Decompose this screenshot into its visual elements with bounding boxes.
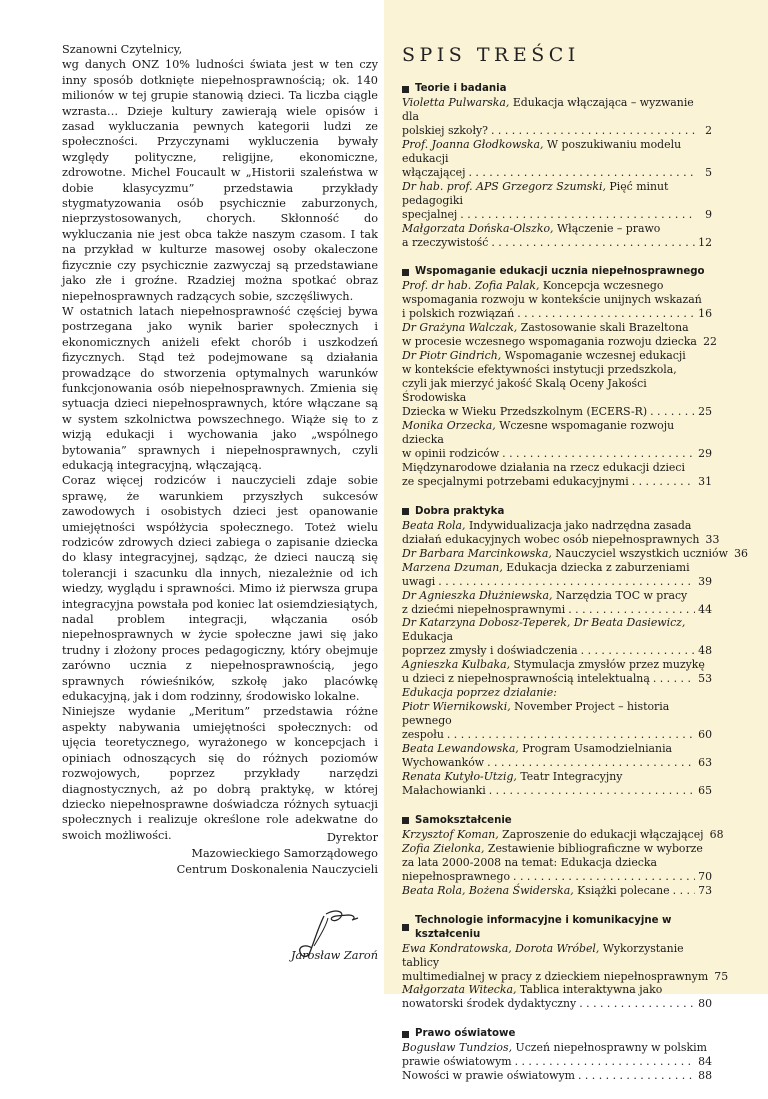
toc-entry-author: Prof. Joanna Głodkowska, xyxy=(402,137,544,151)
toc-entry[interactable] xyxy=(402,770,712,798)
toc-entry-author: Dr Piotr Gindrich, xyxy=(402,349,502,363)
toc-section-heading-text: Technologie informacyjne i komunikacyjne w kształceniu xyxy=(415,914,672,940)
toc-entry-author: Dr Agnieszka Dłużniewska, xyxy=(402,588,553,602)
toc-entry[interactable] xyxy=(402,419,712,461)
leader-dots xyxy=(491,236,695,250)
toc-entry-title-line: Wspomaganie wczesnej edukacji xyxy=(504,349,686,363)
toc-entry[interactable] xyxy=(402,700,712,742)
toc-entry-author: Zofia Zielonka, xyxy=(402,841,485,855)
leader-dots xyxy=(487,756,695,770)
toc-entry[interactable] xyxy=(402,321,717,349)
toc-section-heading xyxy=(402,814,712,828)
table-of-contents xyxy=(402,82,748,1099)
toc-entry-title-line: w opinii rodziców xyxy=(402,446,500,460)
toc-entry-title-line: Koncepcja wczesnego xyxy=(542,279,664,293)
toc-entry-title-line: Edukacja xyxy=(402,630,453,644)
toc-page-number: 70 xyxy=(698,869,712,883)
toc-entry-title-line: Zastosowanie skali Brazeltona xyxy=(520,321,689,335)
toc-entry-title-line: Wczesne wspomaganie rozwoju dziecka xyxy=(402,419,675,446)
toc-section-heading xyxy=(402,505,712,519)
toc-entry-title-line: Nauczyciel wszystkich uczniów xyxy=(555,546,728,560)
toc-entry-title-line: Dziecka w Wieku Przedszkolnym (ECERS-R) xyxy=(402,405,648,419)
toc-entry-author: Piotr Wiernikowski, xyxy=(402,700,511,714)
letter-paragraph: Szanowni Czytelnicy, xyxy=(62,43,183,56)
toc-entry-title-line: a rzeczywistość xyxy=(402,235,489,249)
toc-entry-author: Ewa Kondratowska, Dorota Wróbel, xyxy=(402,941,600,955)
toc-entry-author: Renata Kutyło-Utzig, xyxy=(402,769,517,783)
toc-entry-title-line: włączającej xyxy=(402,165,466,179)
toc-page-number: 75 xyxy=(714,969,729,983)
toc-entry-author: Krzysztof Koman, xyxy=(402,827,499,841)
toc-page-number: 48 xyxy=(698,644,712,658)
signoff-line: Dyrektor xyxy=(326,831,378,844)
toc-entry-title-line: działań edukacyjnych wobec osób niepełnosprawnych xyxy=(402,532,700,546)
leader-dots xyxy=(447,728,695,742)
toc-entry-author: Beata Rola, xyxy=(402,518,466,532)
toc-page-number: 12 xyxy=(698,235,712,249)
toc-section-heading-text: Wspomaganie edukacji ucznia niepełnosprawnego xyxy=(415,266,705,278)
toc-page-number: 16 xyxy=(698,307,712,321)
toc-entry-title-line: Zestawienie bibliograficzne w wyborze xyxy=(487,841,703,855)
toc-entry[interactable] xyxy=(402,222,712,250)
letter-paragraph: Niniejsze wydanie „Meritum” przedstawia różne aspekty nabywania umiejętności społecznych: od ujęcia teoretycznego, wyrażonego w koncepcjach i opiniach odnoszących się do różnych poziomów rozwojowych, poprzez przykłady narzędzi diagnostycznych, aż po dobrą praktykę, w której dziecko niepełnosprawne doświadcza różnych sytuacji społecznych i realizuje określone role adekwatne do swoich możliwości. xyxy=(62,705,378,842)
toc-entry-title-line: w kontekście efektywności instytucji przedszkola, xyxy=(402,363,677,377)
leader-dots xyxy=(438,575,695,589)
toc-entry-author: Edukacja poprzez działanie: xyxy=(402,686,557,700)
leader-dots xyxy=(502,447,695,461)
toc-entry[interactable] xyxy=(402,842,712,884)
square-bullet-icon xyxy=(402,269,409,276)
toc-entry-title-line: Zaproszenie do edukacji włączającej xyxy=(502,827,704,841)
leader-dots xyxy=(578,1069,695,1083)
toc-section-heading-text: Prawo oświatowe xyxy=(415,1028,516,1040)
signoff-line: Centrum Doskonalenia Nauczycieli xyxy=(176,863,378,877)
square-bullet-icon xyxy=(402,924,409,931)
toc-entry-author: Dr hab. prof. APS Grzegorz Szumski, xyxy=(402,179,606,193)
toc-entry[interactable] xyxy=(402,686,712,700)
toc-entry-title-line: z dziećmi niepełnosprawnymi xyxy=(402,602,566,616)
toc-entry-title-line: Włączenie – prawo xyxy=(556,221,661,235)
letter-paragraph: wg danych ONZ 10% ludności świata jest w ten czy inny sposób dotknięte niepełnosprawnością; ok. 140 milionów w tej grupie stanowią dzieci. Ta liczba ciągle wzrasta… Dzieje kultury zawierają wiele opisów i zasad wykluczania pewnych kategorii ludzi ze społeczności. Przyczynami wykluczenia bywały względy polityczne, religijne, ekonomiczne, zdrowotne. Michel Foucault w „Historii szaleństwa w dobie klasycyzmu” przedstawia przykłady stygmatyzowania osób psychicznie zaburzonych, nieprzystosowanych, chorych. Skłonność do wykluczania nie jest obca także naszym czasom. I tak na przykład w kulturze masowej osoby okaleczone fizycznie czy psychicznie zazwyczaj są przedstawiane jako złe i groźne. Rzadziej można spotkać obraz niepełnosprawnych radzących sobie, szczęśliwych. xyxy=(62,58,378,303)
toc-entry-title-line: prawie oświatowym xyxy=(402,1055,512,1069)
square-bullet-icon xyxy=(402,86,409,93)
toc-entry-author: Marzena Dzuman, xyxy=(402,560,503,574)
toc-page-number: 80 xyxy=(698,997,712,1011)
toc-entry[interactable] xyxy=(402,616,712,658)
toc-entry-title-line: uwagi xyxy=(402,574,436,588)
square-bullet-icon xyxy=(402,508,409,515)
toc-entry-title-line: Edukacja włączająca – wyzwanie dla xyxy=(402,96,694,123)
toc-entry-author: Agnieszka Kulbaka, xyxy=(402,658,511,672)
square-bullet-icon xyxy=(402,817,409,824)
toc-entry-title-line: W poszukiwaniu modelu edukacji xyxy=(402,137,682,165)
editorial-column xyxy=(0,0,384,994)
toc-section xyxy=(402,814,724,898)
leader-dots xyxy=(517,307,695,321)
toc-entry-title-line: Program Usamodzielniania xyxy=(522,742,673,756)
leader-dots xyxy=(460,208,695,222)
toc-section-heading xyxy=(402,265,712,279)
toc-entry-title-line: w procesie wczesnego wspomagania rozwoju dziecka xyxy=(402,335,697,349)
leader-dots xyxy=(579,997,695,1011)
toc-page-number: 5 xyxy=(705,165,712,179)
toc-entry-title-line: Międzynarodowe działania na rzecz edukacji dzieci xyxy=(402,460,685,474)
toc-entry-author: Bogusław Tundzios, xyxy=(402,1041,513,1055)
toc-page-number: 63 xyxy=(698,755,712,769)
signoff xyxy=(170,830,378,879)
toc-title: SPIS TREŚCI xyxy=(402,44,580,66)
toc-entry-title-line: Tablica interaktywna jako xyxy=(519,983,663,997)
toc-entry[interactable] xyxy=(402,546,748,561)
toc-entry-title-line: Wykorzystanie tablicy xyxy=(402,941,684,969)
toc-entry-title-line: Teatr Integracyjny xyxy=(520,769,623,783)
toc-entry-title-line: Uczeń niepełnosprawny w polskim xyxy=(515,1041,707,1055)
toc-entry-title-line: ze specjalnymi potrzebami edukacyjnymi xyxy=(402,474,629,488)
toc-entry[interactable] xyxy=(402,180,712,222)
toc-entry-title-line: specjalnej xyxy=(402,207,458,221)
toc-page-number: 73 xyxy=(698,883,712,897)
toc-entry[interactable] xyxy=(402,518,720,547)
toc-section-heading xyxy=(402,1027,712,1041)
toc-entry[interactable] xyxy=(402,658,712,686)
toc-entry-author: Małgorzata Witecka, xyxy=(402,983,517,997)
toc-entry-author: Małgorzata Dońska-Olszko, xyxy=(402,221,554,235)
editorial-letter xyxy=(62,42,378,843)
leader-dots xyxy=(513,870,695,884)
toc-entry-author: Dr Barbara Marcinkowska, xyxy=(402,546,552,560)
toc-section xyxy=(402,914,729,1012)
leader-dots xyxy=(568,603,695,617)
toc-entry-author: Dr Grażyna Walczak, xyxy=(402,321,518,335)
toc-page-number: 65 xyxy=(698,783,712,797)
toc-entry-title-line: i polskich rozwiązań xyxy=(402,307,515,321)
leader-dots xyxy=(650,405,695,419)
leader-dots xyxy=(515,1055,695,1069)
toc-section-heading-text: Teorie i badania xyxy=(415,83,507,94)
toc-entry-author: Monika Orzecka, xyxy=(402,419,496,433)
letter-paragraph: Coraz więcej rodziców i nauczycieli zdaje sobie sprawę, że warunkiem przyszłych sukcesów zawodowych i osobistych dzieci jest opanowanie umiejętności współżycia społecznego. Toteż wielu rodziców zdrowych dzieci zabiega o zapisanie dziecka do klasy integracyjnej, sądząc, że dzieci nauczą się tolerancji i szacunku dla innych, niezależnie od ich wiedzy, wyglądu i sprawności. Mimo iż pierwsza grupa integracyjna powstała pod koniec lat osiemdziesiątych, nadal problem integracji, włączania osób niepełnosprawnych w życie społeczne jawi się jako trudny i złożony proces pedagogiczny, który obejmuje zarówno ucznia z niepełnosprawnością, jego sprawnych rówieśników, szkołę jako placówkę edukacyjną, jak i dom rodzinny, środowisko lokalne. xyxy=(62,474,378,704)
leader-dots xyxy=(491,124,695,138)
leader-dots xyxy=(632,475,695,489)
signature-name: Jarosław Zaroń xyxy=(291,949,378,962)
toc-entry-title-line: Nowości w prawie oświatowym xyxy=(402,1069,575,1083)
toc-page-number: 33 xyxy=(705,532,720,546)
toc-entry[interactable] xyxy=(402,138,712,180)
toc-section xyxy=(402,1027,712,1083)
toc-page-number: 2 xyxy=(705,123,712,137)
toc-entry[interactable] xyxy=(402,941,729,984)
toc-entry-title-line: u dzieci z niepełnosprawnością intelektualną xyxy=(402,672,650,686)
toc-entry[interactable] xyxy=(402,96,712,138)
toc-page-number: 39 xyxy=(698,574,712,588)
toc-entry-title-line: Wychowanków xyxy=(402,755,485,769)
toc-entry[interactable] xyxy=(402,349,712,419)
toc-entry-title-line: zespołu xyxy=(402,728,444,742)
toc-entry[interactable] xyxy=(402,1069,712,1083)
toc-page-number: 53 xyxy=(698,672,712,686)
toc-entry[interactable] xyxy=(402,884,712,898)
toc-entry-title-line: Książki polecane xyxy=(577,883,670,897)
toc-page-number: 60 xyxy=(698,728,712,742)
letter-paragraph: W ostatnich latach niepełnosprawność częściej bywa postrzegana jako wynik barier społecznych i ekonomicznych aniżeli efekt chorób i uszkodzeń fizycznych. Stąd też podejmowane są działania prowadzące do stworzenia optymalnych warunków funkcjonowania osób niepełnosprawnych. Zmienia się sytuacja dzieci niepełnosprawnych, które włączane są w system szkolnictwa powszechnego. Wiąże się to z wizją edukacji i wychowania jako „wspólnego bytowania” sprawnych i niepełnosprawnych, czyli edukacją integracyjną, włączającą. xyxy=(62,304,378,472)
toc-section xyxy=(402,505,748,798)
toc-entry-title-line: multimedialnej w pracy z dzieckiem niepełnosprawnym xyxy=(402,969,709,983)
toc-entry-title-line: nowatorski środek dydaktyczny xyxy=(402,997,577,1011)
toc-entry[interactable] xyxy=(402,827,724,842)
toc-section-heading-text: Dobra praktyka xyxy=(415,505,505,517)
toc-page-number: 9 xyxy=(705,207,712,221)
toc-section xyxy=(402,82,712,249)
toc-page-number: 68 xyxy=(709,827,724,841)
toc-entry-author: Violetta Pulwarska, xyxy=(402,96,510,109)
toc-entry[interactable] xyxy=(402,983,712,1011)
toc-page-number: 25 xyxy=(698,405,712,419)
toc-entry-title-line: Pięć minut pedagogiki xyxy=(402,179,669,207)
toc-entry-title-line: Małachowianki xyxy=(402,783,486,797)
toc-entry-title-line: Stymulacja zmysłów przez muzykę xyxy=(513,658,705,672)
toc-entry[interactable] xyxy=(402,1041,712,1069)
toc-entry-title-line: za lata 2000-2008 na temat: Edukacja dziecka xyxy=(402,855,657,869)
toc-page-number: 88 xyxy=(698,1069,712,1083)
toc-entry-title-line: November Project – historia pewnego xyxy=(402,700,670,728)
toc-section-heading xyxy=(402,914,712,942)
toc-entry-title-line: Edukacja dziecka z zaburzeniami xyxy=(506,560,690,574)
leader-dots xyxy=(489,784,695,798)
toc-entry[interactable] xyxy=(402,742,712,770)
toc-page-number: 36 xyxy=(734,546,748,560)
toc-entry-title-line: czyli jak mierzyć jakość Skalą Oceny Jakości Środowiska xyxy=(402,377,647,405)
square-bullet-icon xyxy=(402,1031,409,1038)
toc-page-number: 29 xyxy=(698,446,712,460)
toc-entry-title-line: poprzez zmysły i doświadczenia xyxy=(402,644,578,658)
toc-entry-title-line: Narzędzia TOC w pracy xyxy=(555,588,688,602)
toc-entry-author: Dr Katarzyna Dobosz-Teperek, Dr Beata Dasiewicz, xyxy=(402,616,686,630)
leader-dots xyxy=(581,644,695,658)
toc-section xyxy=(402,265,717,488)
toc-entry[interactable] xyxy=(402,561,712,589)
toc-entry-author: Beata Rola, Bożena Świderska, xyxy=(402,883,574,897)
leader-dots xyxy=(653,672,695,686)
toc-page-number: 84 xyxy=(698,1055,712,1069)
toc-entry[interactable] xyxy=(402,461,712,489)
toc-entry-title-line: wspomagania rozwoju w kontekście unijnych wskazań xyxy=(402,293,702,307)
toc-section-heading xyxy=(402,82,712,96)
toc-page-number: 44 xyxy=(698,602,712,616)
toc-entry[interactable] xyxy=(402,279,712,321)
toc-entry-title-line: Indywidualizacja jako nadrzędna zasada xyxy=(468,518,692,532)
signoff-line: Mazowieckiego Samorządowego xyxy=(191,847,378,861)
toc-entry-author: Beata Lewandowska, xyxy=(402,742,519,756)
toc-page-number: 22 xyxy=(703,335,717,349)
leader-dots xyxy=(673,884,695,898)
leader-dots xyxy=(468,166,695,180)
toc-page-number: 31 xyxy=(698,474,712,488)
toc-entry-author: Prof. dr hab. Zofia Palak, xyxy=(402,279,540,293)
toc-entry[interactable] xyxy=(402,589,712,617)
toc-section-heading-text: Samokształcenie xyxy=(415,814,512,826)
toc-entry-title-line: polskiej szkoły? xyxy=(402,123,488,137)
toc-entry-title-line: niepełnosprawnego xyxy=(402,869,511,883)
